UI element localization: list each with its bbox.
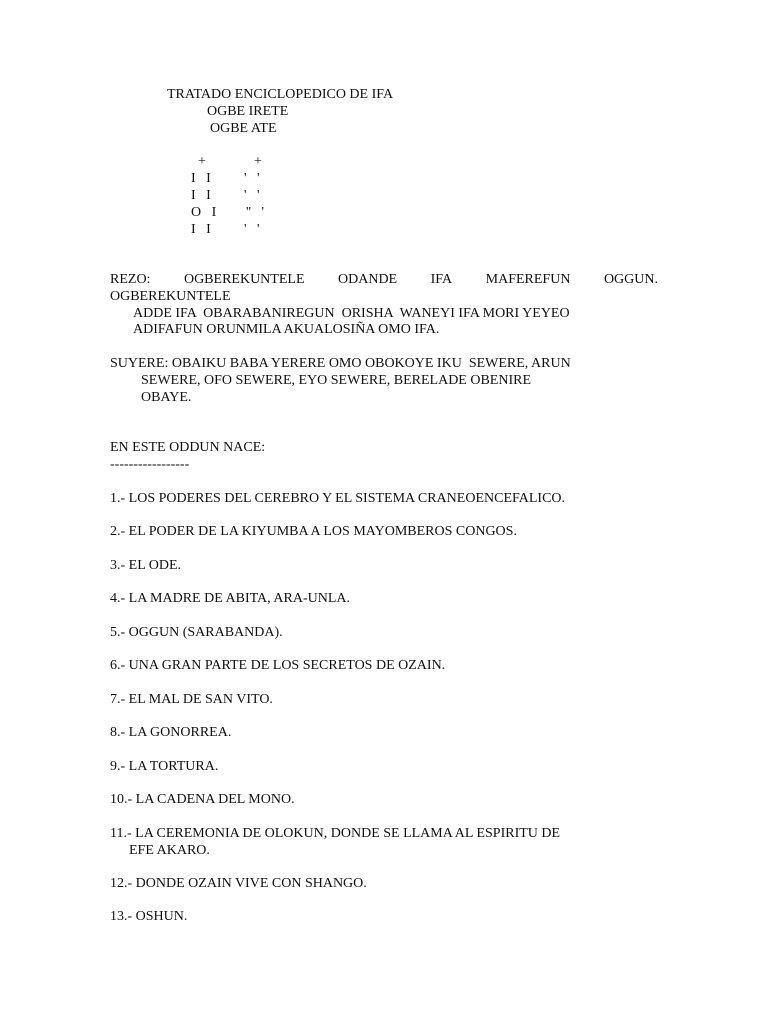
rezo-word: MAFEREFUN bbox=[485, 272, 571, 287]
sign-row-right: ' ' bbox=[244, 188, 260, 203]
list-item: 11.- LA CEREMONIA DE OLOKUN, DONDE SE LLAMA AL ESPIRITU DE bbox=[110, 826, 561, 841]
sign-top-right-plus: + bbox=[254, 154, 262, 169]
rezo-line: OGBEREKUNTELE bbox=[110, 289, 231, 304]
list-item: 6.- UNA GRAN PARTE DE LOS SECRETOS DE OZAIN. bbox=[110, 658, 446, 673]
sign-row-left: O I bbox=[191, 205, 217, 220]
suyere-line: SUYERE: OBAIKU BABA YERERE OMO OBOKOYE IKU SEWERE, ARUN bbox=[110, 356, 571, 371]
rezo-word: OGGUN. bbox=[603, 272, 658, 287]
sign-row-left: I I bbox=[191, 188, 211, 203]
sign-row-left: I I bbox=[191, 222, 211, 237]
list-item-continuation: EFE AKARO. bbox=[129, 843, 210, 858]
list-item: 13.- OSHUN. bbox=[110, 909, 188, 924]
rezo-word: IFA bbox=[430, 272, 453, 287]
sign-row-left: I I bbox=[191, 171, 211, 186]
list-item: 10.- LA CADENA DEL MONO. bbox=[110, 792, 295, 807]
list-item: 4.- LA MADRE DE ABITA, ARA-UNLA. bbox=[110, 591, 350, 606]
list-item: 12.- DONDE OZAIN VIVE CON SHANGO. bbox=[110, 876, 367, 891]
sign-top-left-plus: + bbox=[198, 154, 206, 169]
rezo-first-line bbox=[110, 271, 658, 288]
rezo-word: OGBEREKUNTELE bbox=[183, 272, 305, 287]
document-title: TRATADO ENCICLOPEDICO DE IFA bbox=[167, 87, 394, 102]
sign-row-right: '' ' bbox=[246, 205, 265, 220]
sign-row-right: ' ' bbox=[244, 171, 260, 186]
odu-alias: OGBE ATE bbox=[210, 121, 277, 136]
rezo-word: REZO: bbox=[110, 272, 151, 287]
odu-name: OGBE IRETE bbox=[207, 104, 289, 119]
rezo-line: ADDE IFA OBARABANIREGUN ORISHA WANEYI IFA MORI YEYEO bbox=[133, 306, 570, 321]
list-item: 2.- EL PODER DE LA KIYUMBA A LOS MAYOMBEROS CONGOS. bbox=[110, 524, 517, 539]
section-heading: EN ESTE ODDUN NACE: bbox=[110, 440, 266, 455]
list-item: 3.- EL ODE. bbox=[110, 558, 182, 573]
suyere-line: OBAYE. bbox=[141, 390, 192, 405]
suyere-line: SEWERE, OFO SEWERE, EYO SEWERE, BERELADE OBENIRE bbox=[141, 373, 532, 388]
list-item: 5.- OGGUN (SARABANDA). bbox=[110, 625, 283, 640]
rezo-line: ADIFAFUN ORUNMILA AKUALOSIÑA OMO IFA. bbox=[133, 322, 440, 337]
rezo-word: ODANDE bbox=[338, 272, 398, 287]
list-item: 1.- LOS PODERES DEL CEREBRO Y EL SISTEMA CRANEOENCEFALICO. bbox=[110, 491, 566, 506]
list-item: 9.- LA TORTURA. bbox=[110, 759, 219, 774]
sign-row-right: ' ' bbox=[244, 222, 260, 237]
list-item: 8.- LA GONORREA. bbox=[110, 725, 232, 740]
section-rule: ----------------- bbox=[110, 457, 190, 472]
list-item: 7.- EL MAL DE SAN VITO. bbox=[110, 692, 273, 707]
